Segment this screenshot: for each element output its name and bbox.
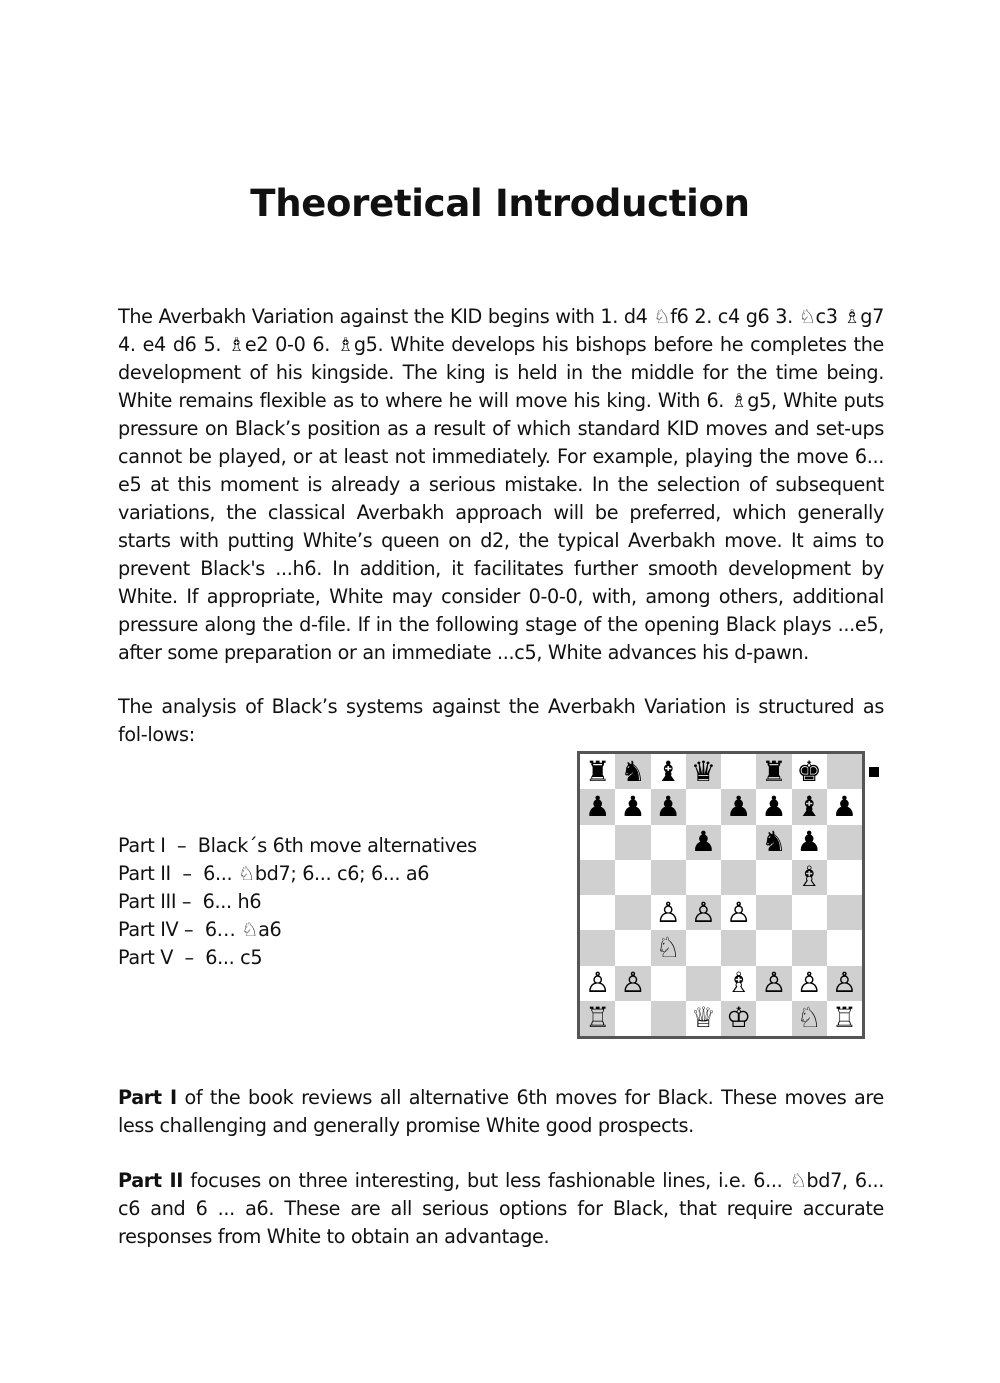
square-b6: [615, 825, 650, 860]
square-f4: [756, 895, 791, 930]
square-g2: [792, 966, 827, 1001]
chess-piece-icon: ♟: [761, 789, 787, 823]
chess-piece-icon: ♟: [585, 789, 611, 823]
part-separator: –: [173, 946, 206, 969]
part-row-1: [118, 832, 477, 860]
square-c3: [651, 930, 686, 965]
chess-piece-icon: ♗: [726, 966, 752, 1000]
page-title: Theoretical Introduction: [250, 182, 750, 225]
square-a2: [580, 966, 615, 1001]
part-separator: –: [165, 834, 198, 857]
part-description: 6... c5: [205, 946, 263, 969]
chess-piece-icon: ♙: [585, 966, 611, 1000]
square-d6: [686, 825, 721, 860]
square-f7: [756, 789, 791, 824]
square-f2: [756, 966, 791, 1001]
chess-piece-icon: ♜: [585, 754, 611, 788]
square-d7: [686, 789, 721, 824]
chess-diagram: [577, 751, 865, 1039]
square-c2: [651, 966, 686, 1001]
square-e4: [721, 895, 756, 930]
part-1-text: of the book reviews all alternative 6th moves for Black. These moves are less challenging and generally promise White good prospects.: [118, 1086, 884, 1137]
chess-piece-icon: ♕: [690, 1001, 716, 1035]
square-a6: [580, 825, 615, 860]
square-e3: [721, 930, 756, 965]
square-f1: [756, 1001, 791, 1036]
square-h7: [827, 789, 862, 824]
chess-piece-icon: ♟: [690, 825, 716, 859]
square-d2: [686, 966, 721, 1001]
chess-piece-icon: ♙: [831, 966, 857, 1000]
square-e1: [721, 1001, 756, 1036]
square-h1: [827, 1001, 862, 1036]
chess-piece-icon: ♟: [726, 789, 752, 823]
chess-piece-icon: ♔: [726, 1001, 752, 1035]
square-a4: [580, 895, 615, 930]
square-d8: [686, 754, 721, 789]
square-g8: [792, 754, 827, 789]
part-description: 6... ♘bd7; 6... c6; 6... a6: [203, 862, 430, 885]
square-b1: [615, 1001, 650, 1036]
chess-piece-icon: ♟: [620, 789, 646, 823]
intro-paragraph: The Averbakh Variation against the KID begins with 1. d4 ♘f6 2. c4 g6 3. ♘c3 ♗g7 4. e4 d6 5. ♗e2 0-0 6. ♗g5. White develops his bishops before he completes the development of his kingside. The king is held in the middle for the time being. White remains flexible as to where he will move his king. With 6. ♗g5, White puts pressure on Black’s position as a result of which standard KID moves and set-ups cannot be played, or at least not immediately. For example, playing the move 6... e5 at this moment is already a serious mistake. In the selection of subsequent variations, the classical Averbakh approach will be preferred, which generally starts with putting White’s queen on d2, the typical Averbakh move. It aims to prevent Black's ...h6. In addition, it facilitates further smooth development by White. If appropriate, White may consider 0-0-0, with, among others, additional pressure along the d-file. If in the following stage of the opening Black plays ...e5, after some preparation or an immediate ...c5, White advances his d-pawn.: [118, 305, 884, 664]
square-c7: [651, 789, 686, 824]
square-c5: [651, 860, 686, 895]
chess-piece-icon: ♙: [620, 966, 646, 1000]
square-g7: [792, 789, 827, 824]
part-2-label: Part II: [118, 1169, 184, 1192]
chess-piece-icon: ♟: [831, 789, 857, 823]
parts-list: [118, 832, 477, 972]
square-g6: [792, 825, 827, 860]
chess-piece-icon: ♘: [796, 1001, 822, 1035]
square-d3: [686, 930, 721, 965]
square-d5: [686, 860, 721, 895]
square-g3: [792, 930, 827, 965]
chess-piece-icon: ♙: [655, 895, 681, 929]
square-a5: [580, 860, 615, 895]
part-2-text: focuses on three interesting, but less fashionable lines, i.e. 6... ♘bd7, 6... c6 and 6 ... a6. These are all serious options for Black, that require accurate responses from White to obtain an advantage.: [118, 1169, 884, 1248]
square-h3: [827, 930, 862, 965]
chess-piece-icon: ♝: [796, 789, 822, 823]
part-row-4: [118, 916, 477, 944]
chess-piece-icon: ♟: [655, 789, 681, 823]
chess-piece-icon: ♞: [761, 825, 787, 859]
square-b7: [615, 789, 650, 824]
chess-piece-icon: ♟: [796, 825, 822, 859]
square-e8: [721, 754, 756, 789]
part-2-paragraph: [118, 1167, 884, 1251]
part-separator: –: [170, 862, 204, 885]
square-h6: [827, 825, 862, 860]
part-description: 6... h6: [202, 890, 262, 913]
part-separator: –: [178, 918, 205, 941]
chess-piece-icon: ♙: [761, 966, 787, 1000]
square-c6: [651, 825, 686, 860]
square-f8: [756, 754, 791, 789]
square-e5: [721, 860, 756, 895]
square-g4: [792, 895, 827, 930]
square-a8: [580, 754, 615, 789]
square-h8: [827, 754, 862, 789]
part-name: Part III: [118, 890, 177, 913]
chess-piece-icon: ♗: [796, 860, 822, 894]
square-e2: [721, 966, 756, 1001]
square-b4: [615, 895, 650, 930]
chess-piece-icon: ♜: [761, 754, 787, 788]
square-g1: [792, 1001, 827, 1036]
square-a7: [580, 789, 615, 824]
part-name: Part IV: [118, 918, 179, 941]
chess-piece-icon: ♖: [585, 1001, 611, 1035]
part-separator: –: [176, 890, 203, 913]
chess-piece-icon: ♚: [796, 754, 822, 788]
square-h2: [827, 966, 862, 1001]
square-h5: [827, 860, 862, 895]
square-b2: [615, 966, 650, 1001]
chess-board: [580, 754, 862, 1036]
part-1-paragraph: [118, 1084, 884, 1140]
chess-piece-icon: ♙: [690, 895, 716, 929]
chess-piece-icon: ♘: [655, 930, 681, 964]
square-a1: [580, 1001, 615, 1036]
square-e7: [721, 789, 756, 824]
square-f6: [756, 825, 791, 860]
square-f3: [756, 930, 791, 965]
square-f5: [756, 860, 791, 895]
chess-piece-icon: ♖: [831, 1001, 857, 1035]
square-e6: [721, 825, 756, 860]
part-description: Black´s 6th move alternatives: [197, 834, 477, 857]
part-row-2: [118, 860, 477, 888]
part-name: Part I: [118, 834, 166, 857]
square-d4: [686, 895, 721, 930]
square-h4: [827, 895, 862, 930]
square-d1: [686, 1001, 721, 1036]
part-row-5: [118, 944, 477, 972]
square-b8: [615, 754, 650, 789]
square-g5: [792, 860, 827, 895]
chess-piece-icon: ♙: [796, 966, 822, 1000]
square-c4: [651, 895, 686, 930]
square-b3: [615, 930, 650, 965]
square-b5: [615, 860, 650, 895]
chess-piece-icon: ♙: [726, 895, 752, 929]
square-c8: [651, 754, 686, 789]
black-to-move-marker: [869, 767, 879, 777]
part-description: 6… ♘a6: [204, 918, 282, 941]
part-name: Part II: [118, 862, 171, 885]
square-a3: [580, 930, 615, 965]
chess-piece-icon: ♞: [620, 754, 646, 788]
structure-paragraph: The analysis of Black’s systems against the Averbakh Variation is structured as fol-lows:: [118, 695, 884, 746]
part-name: Part V: [118, 946, 174, 969]
part-row-3: [118, 888, 477, 916]
square-c1: [651, 1001, 686, 1036]
chess-piece-icon: ♝: [655, 754, 681, 788]
chess-piece-icon: ♛: [690, 754, 716, 788]
part-1-label: Part I: [118, 1086, 177, 1109]
